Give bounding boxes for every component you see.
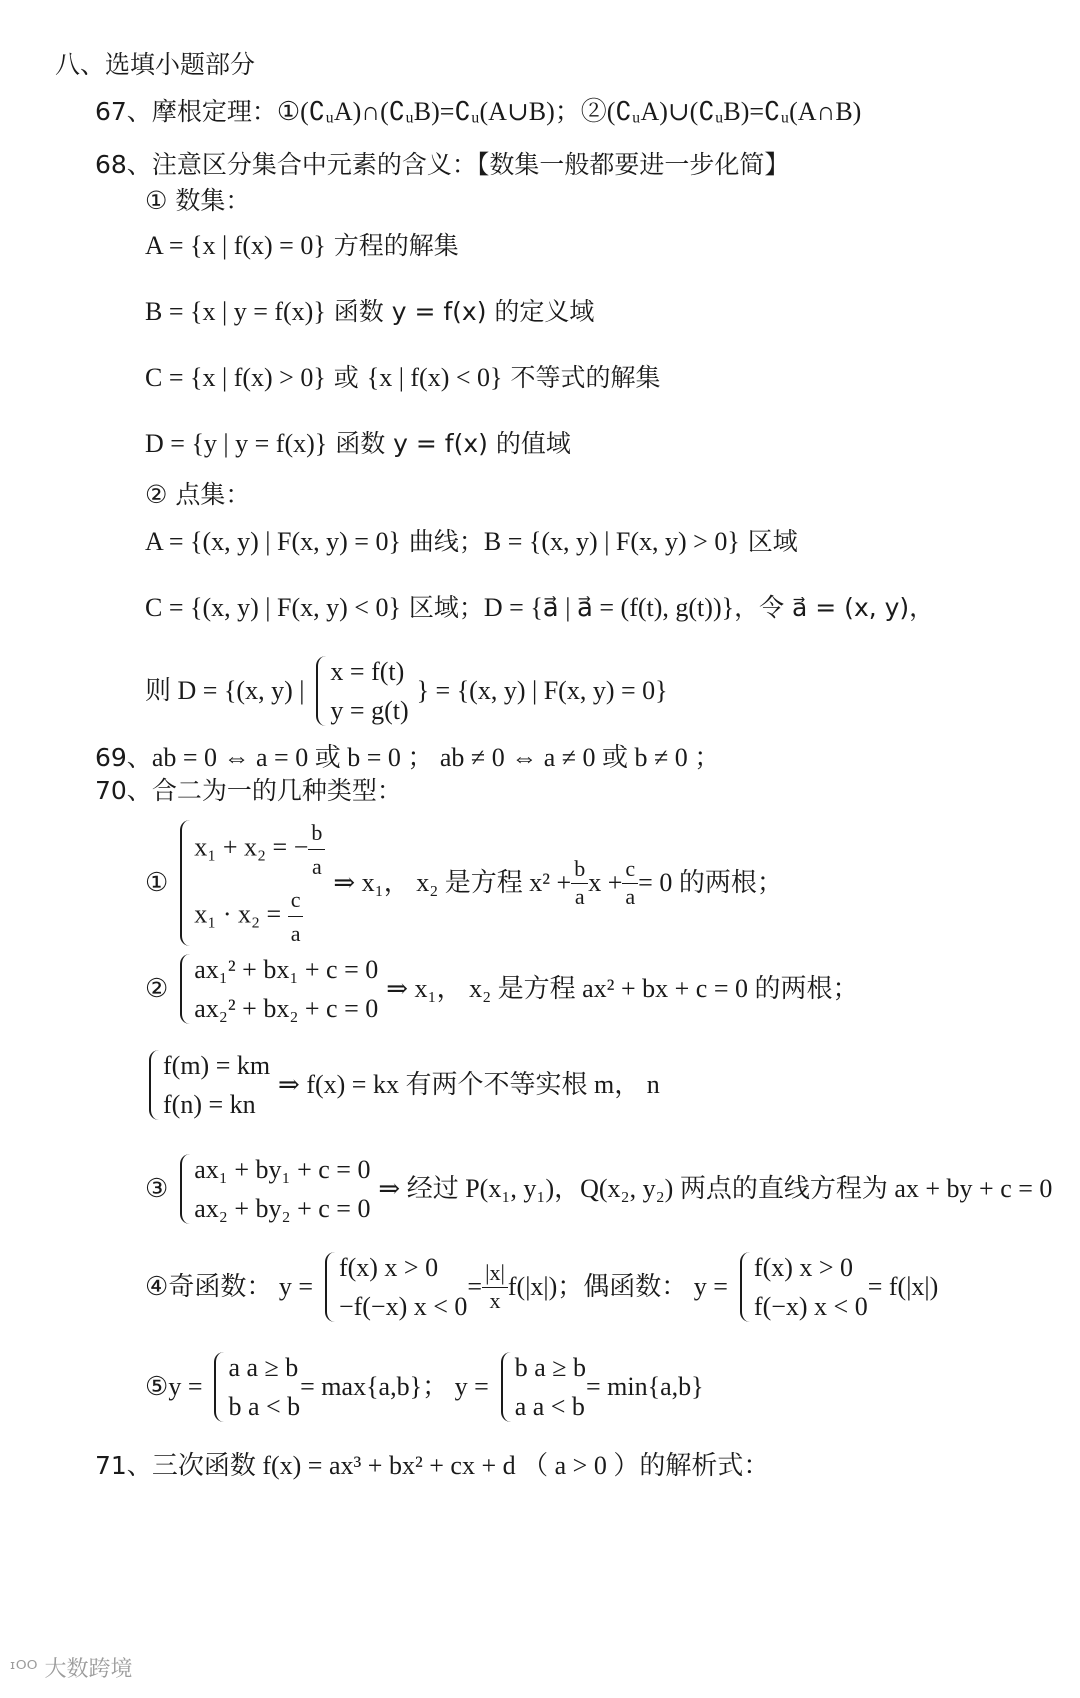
cases-brace	[736, 1248, 868, 1326]
formula: = f(|x|)	[867, 1272, 939, 1302]
item-67	[95, 96, 861, 127]
formula: ab = 0 ⇔ a = 0 或 b = 0 ； ab ≠ 0 ⇔ a ≠ 0 或 b ≠ 0 ；	[151, 743, 721, 772]
point-set-ab-line	[145, 526, 798, 557]
case-row: f(n) = kn	[163, 1090, 256, 1119]
description: 函数 y = f(x) 的定义域	[325, 297, 595, 326]
set-c-line	[145, 362, 660, 393]
numerator: b	[308, 816, 325, 850]
item-number: 71、	[95, 1451, 152, 1480]
cases-brace	[176, 950, 378, 1028]
fraction	[571, 856, 588, 910]
fraction	[622, 856, 638, 910]
item-71	[95, 1450, 769, 1481]
formula: } = {(x, y) | F(x, y) = 0}	[416, 676, 668, 706]
formula: 则 D = {(x, y) |	[145, 676, 305, 706]
cases-brace	[497, 1348, 586, 1426]
formula: y =	[168, 1372, 203, 1402]
description: 曲线；	[400, 527, 484, 556]
cases-brace	[145, 1046, 270, 1124]
cases-brace	[176, 1150, 370, 1228]
case-4	[145, 1248, 938, 1326]
description: 方程的解集	[325, 231, 459, 260]
formula: = 0 的两根；	[638, 868, 783, 898]
formula: ①(∁ᵤA)∩(∁ᵤB)=∁ᵤ(A∪B)；	[276, 97, 581, 126]
case-row: f(x) x > 0	[753, 1253, 854, 1282]
formula: f(|x|)；偶函数： y =	[507, 1272, 728, 1302]
case-row	[194, 883, 325, 950]
item-68-title	[95, 150, 789, 180]
case-row: ax₂² + bx₂ + c = 0	[194, 994, 379, 1023]
case-3	[145, 1150, 1052, 1228]
formula: A = {(x, y) | F(x, y) = 0}	[145, 527, 401, 556]
case-row: f(−x) x < 0	[753, 1292, 868, 1321]
denominator: a	[625, 883, 636, 909]
item-title: 合二为一的几种类型：	[151, 776, 402, 805]
cases-brace	[321, 1248, 467, 1326]
circled-number: ⑤	[145, 1372, 169, 1402]
case-row: a a ≥ b	[228, 1353, 299, 1382]
point-set-cd-line	[145, 592, 934, 623]
formula: 奇函数： y =	[168, 1272, 313, 1302]
item-title: 注意区分集合中元素的含义：【数集一般都要进一步化简】	[151, 150, 790, 179]
section-title: 八、选填小题部分	[55, 50, 256, 79]
item-label: 摩根定理：	[151, 97, 277, 126]
formula: C = {(x, y) | F(x, y) < 0}	[145, 593, 401, 622]
item-70-title	[95, 776, 402, 806]
formula: =	[467, 1272, 483, 1302]
item-number: 70、	[95, 776, 152, 805]
expression: x₁ · x₂ =	[194, 899, 282, 929]
case-2	[145, 950, 859, 1028]
conjunction: 或	[325, 363, 367, 392]
formula: {x | f(x) < 0}	[366, 363, 503, 392]
case-row: b a < b	[228, 1392, 301, 1421]
item-number: 67、	[95, 97, 152, 126]
case-row: y = g(t)	[330, 696, 409, 725]
circled-number: ②	[145, 974, 169, 1004]
fraction	[308, 816, 325, 883]
expression: x₁ + x₂ = −	[194, 832, 309, 862]
formula: B = {(x, y) | F(x, y) > 0}	[483, 527, 740, 556]
case-1	[145, 816, 783, 950]
set-a-line	[145, 230, 459, 261]
description: ，令 a⃗ = (x, y)，	[734, 593, 935, 622]
numerator: c	[622, 856, 638, 883]
fraction	[288, 883, 304, 950]
fraction	[482, 1260, 508, 1314]
case-row	[194, 816, 325, 883]
set-b-line	[145, 296, 594, 327]
watermark-logo-icon: ᶦᴼᴼ	[10, 1657, 45, 1682]
formula: D = {y | y = f(x)}	[145, 429, 328, 458]
set-d-line	[145, 428, 571, 459]
circled-number: ①	[145, 868, 169, 898]
cases-brace	[312, 652, 408, 730]
case-row: f(x) x > 0	[338, 1253, 439, 1282]
point-set-d-definition	[145, 652, 668, 730]
item-number: 68、	[95, 150, 152, 179]
cases-brace	[210, 1348, 300, 1426]
description: 函数 y = f(x) 的值域	[327, 429, 571, 458]
cases-brace	[176, 816, 325, 950]
case-5	[145, 1348, 704, 1426]
item-69	[95, 742, 720, 773]
case-row: b a ≥ b	[514, 1353, 586, 1382]
case-row: f(m) = km	[163, 1051, 271, 1080]
numerator: c	[288, 883, 304, 917]
case-row: ax₂ + by₂ + c = 0	[194, 1194, 371, 1223]
formula: B = {x | y = f(x)}	[145, 297, 326, 326]
circled-number: ④	[145, 1272, 169, 1302]
formula: = min{a,b}	[586, 1372, 704, 1402]
case-row: −f(−x) x < 0	[338, 1292, 468, 1321]
watermark-text: 大数跨境	[44, 1657, 133, 1682]
formula: ⇒ 经过 P(x₁, y₁)，Q(x₂, y₂) 两点的直线方程为 ax + by + c = 0	[378, 1174, 1053, 1204]
formula: ②(∁ᵤA)∪(∁ᵤB)=∁ᵤ(A∩B)	[580, 97, 862, 126]
formula: ⇒ x₁， x₂ 是方程 x² +	[333, 868, 572, 898]
case-row: ax₁ + by₁ + c = 0	[194, 1155, 371, 1184]
case-row: ax₁² + bx₁ + c = 0	[194, 955, 379, 984]
description: 区域	[739, 527, 798, 556]
denominator: a	[312, 854, 322, 879]
denominator: x	[489, 1287, 501, 1313]
formula: 三次函数 f(x) = ax³ + bx² + cx + d （ a > 0 ）的解析式：	[151, 1451, 770, 1480]
watermark	[10, 1652, 133, 1683]
item-number: 69、	[95, 743, 152, 772]
formula: C = {x | f(x) > 0}	[145, 363, 326, 392]
numerator: |x|	[482, 1260, 508, 1287]
formula: ⇒ f(x) = kx 有两个不等实根 m， n	[278, 1070, 660, 1100]
circled-number: ③	[145, 1174, 169, 1204]
subheading-number-set: ① 数集：	[145, 186, 251, 215]
numerator: b	[571, 856, 588, 883]
formula: = max{a,b}； y =	[300, 1372, 489, 1402]
denominator: a	[290, 921, 301, 946]
formula: D = {a⃗ | a⃗ = (f(t), g(t))}	[483, 593, 735, 622]
subheading-point-set: ② 点集：	[145, 480, 251, 509]
formula: A = {x | f(x) = 0}	[145, 231, 326, 260]
case-row: a a < b	[514, 1392, 585, 1421]
case-2-variant	[145, 1046, 660, 1124]
formula: ⇒ x₁， x₂ 是方程 ax² + bx + c = 0 的两根；	[386, 974, 859, 1004]
formula: x +	[588, 868, 623, 898]
case-row: x = f(t)	[330, 657, 405, 686]
description: 不等式的解集	[502, 363, 661, 392]
denominator: a	[574, 883, 585, 909]
description: 区域；	[400, 593, 484, 622]
